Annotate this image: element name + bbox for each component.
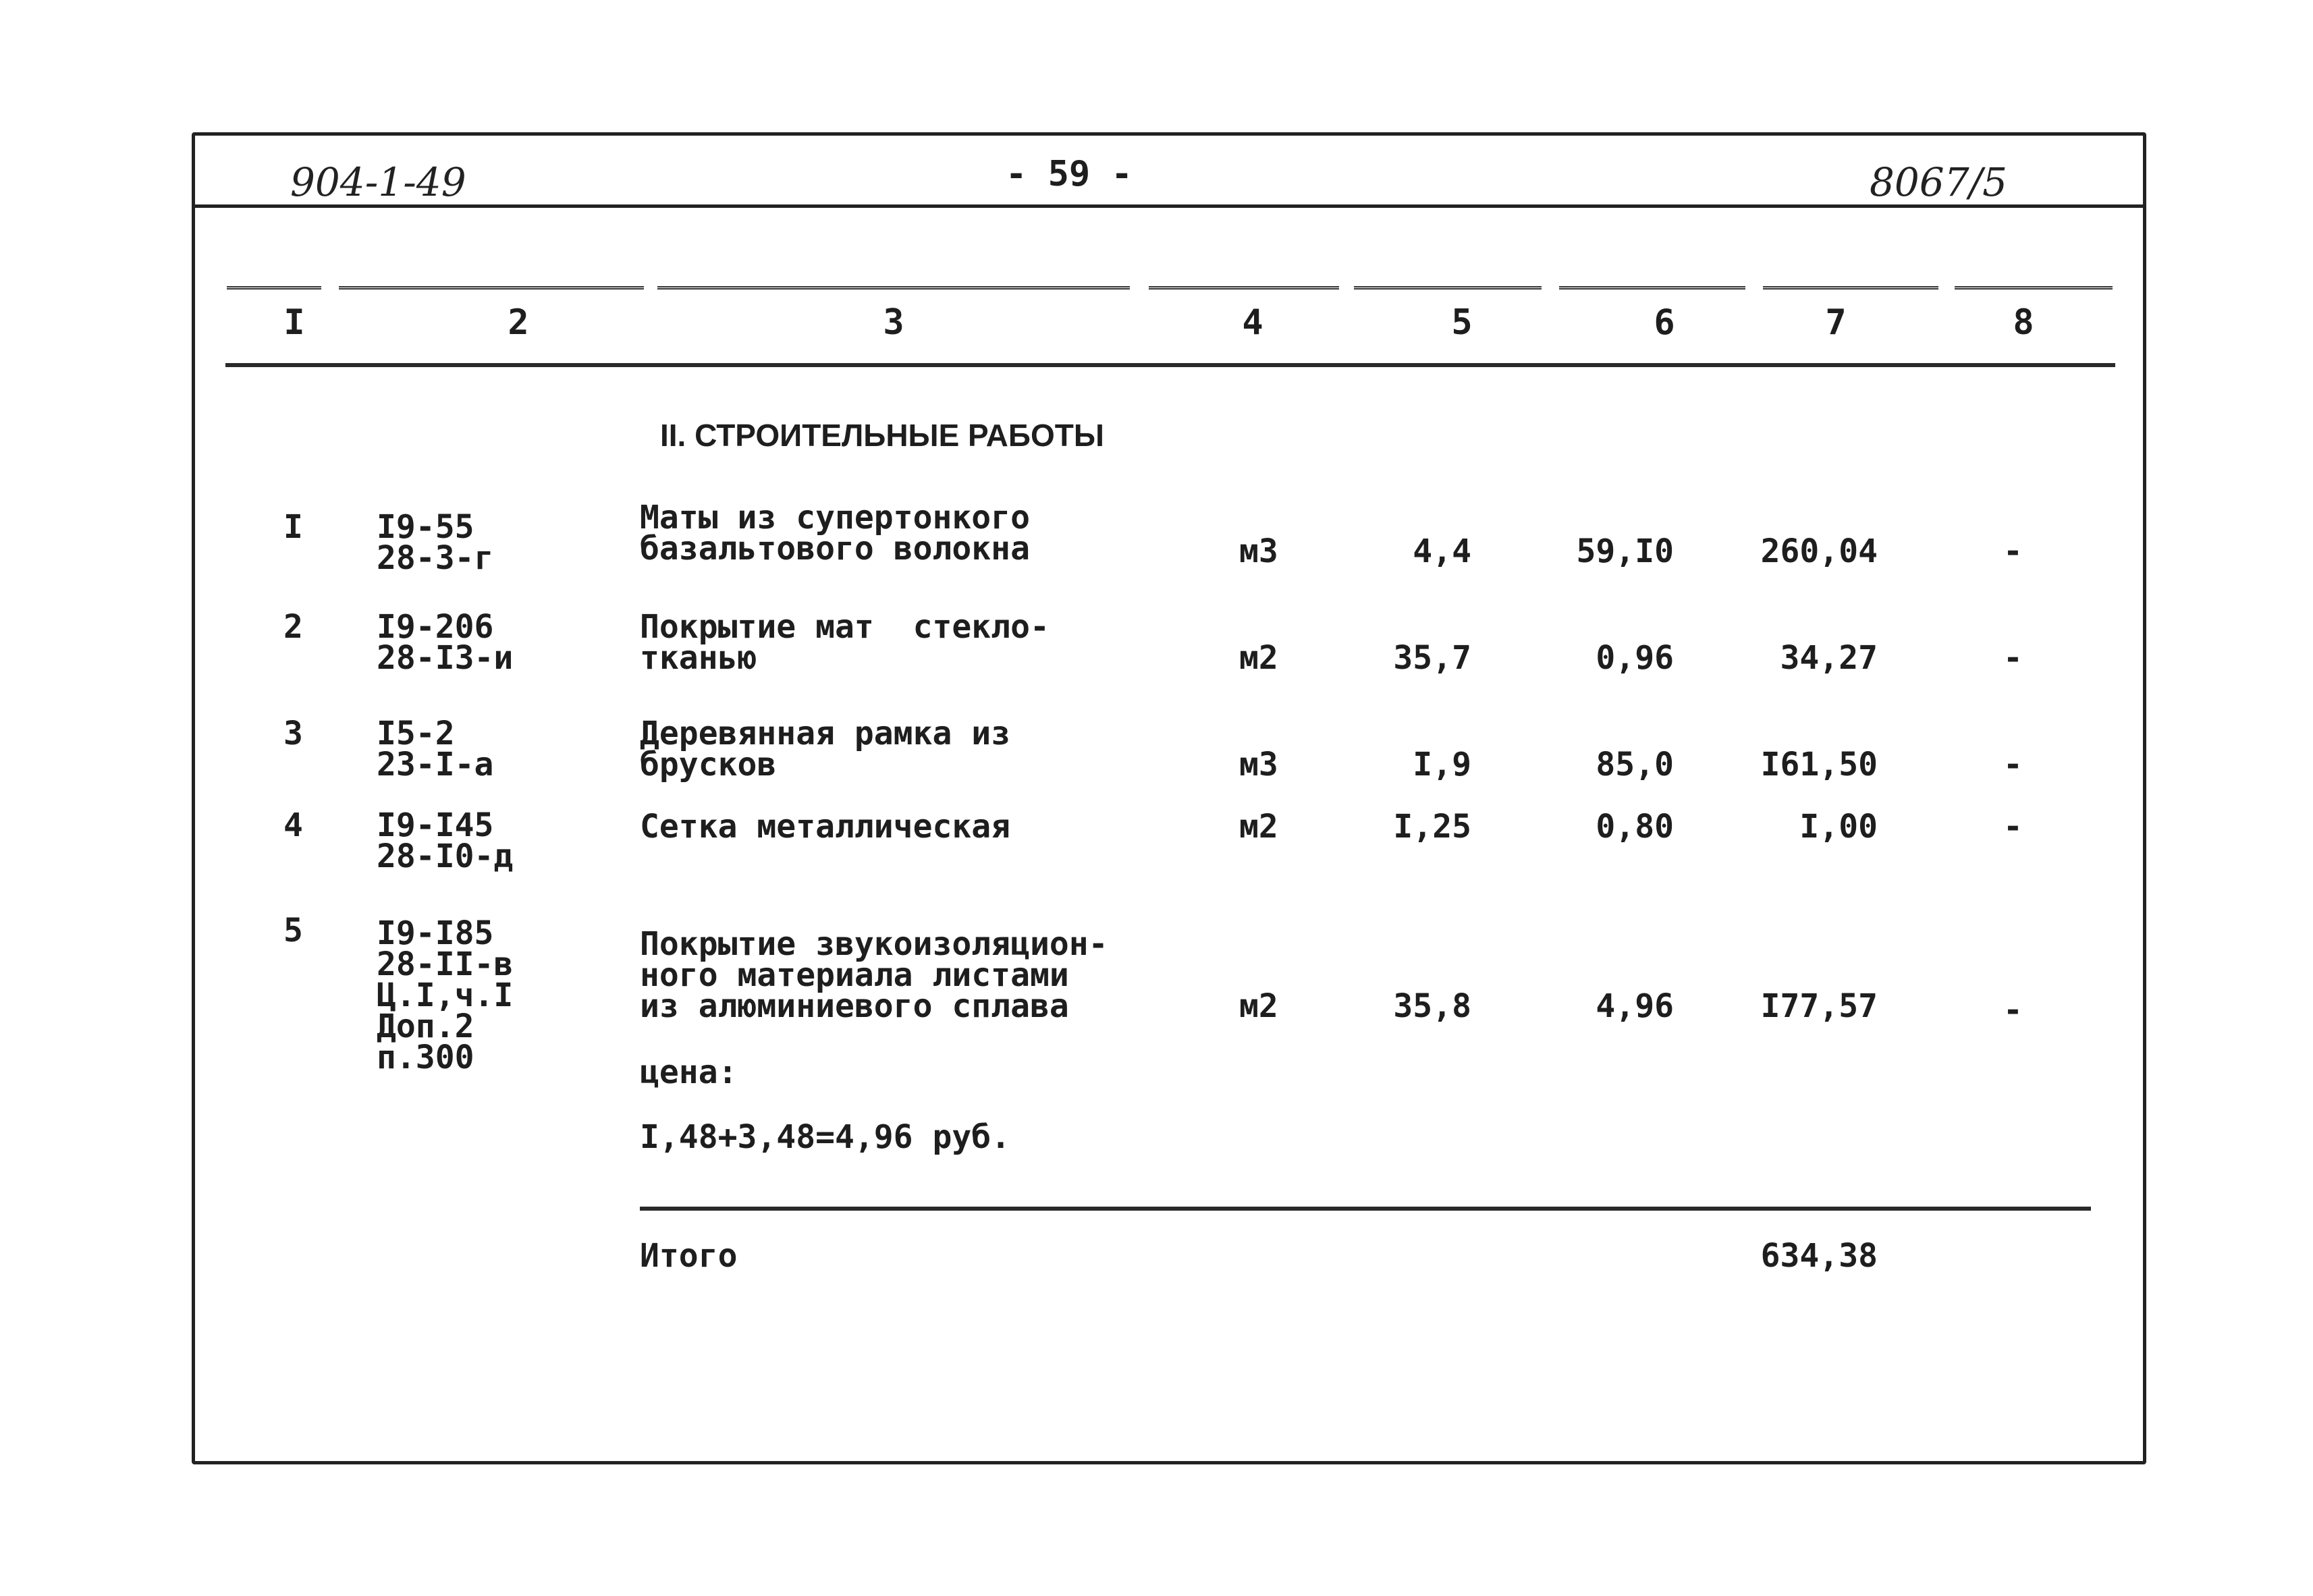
row-5-num: 5 — [283, 912, 303, 950]
column-rule — [1149, 286, 1339, 296]
row-5-note: - — [2003, 991, 2023, 1029]
column-number-1: I — [283, 302, 305, 343]
row-1-num: I — [283, 508, 303, 546]
row-1-note: - — [2003, 532, 2023, 570]
column-rule — [339, 286, 644, 296]
column-rule — [1955, 286, 2113, 296]
price-note-label: цена: — [640, 1053, 738, 1091]
row-3-num: 3 — [283, 715, 303, 752]
row-3-price: 85,0 — [1596, 746, 1674, 783]
document-code-right: 8067/5 — [1870, 159, 2008, 205]
column-rule — [657, 286, 1130, 296]
total-rule — [640, 1207, 2091, 1211]
price-note-formula: I,48+3,48=4,96 руб. — [640, 1118, 1011, 1156]
column-number-6: 6 — [1654, 302, 1675, 343]
row-5-code: I9-I85 28-II-в Ц.I,ч.I Доп.2 п.300 — [377, 914, 514, 1076]
row-5-desc: Покрытие звукоизоляцион- ного материала листами из алюминиевого сплава — [640, 925, 1108, 1025]
row-2-price: 0,96 — [1596, 639, 1674, 677]
row-4-qty: I,25 — [1393, 808, 1471, 846]
row-4-unit: м2 — [1239, 808, 1278, 846]
column-number-2: 2 — [508, 302, 529, 343]
row-5-total: I77,57 — [1760, 987, 1878, 1025]
column-number-7: 7 — [1825, 302, 1847, 343]
row-2-total: 34,27 — [1780, 639, 1878, 677]
row-4-price: 0,80 — [1596, 808, 1674, 846]
row-5-qty: 35,8 — [1393, 987, 1471, 1025]
row-4-note: - — [2003, 808, 2023, 846]
header-rule — [192, 204, 2146, 208]
row-1-price: 59,I0 — [1576, 532, 1674, 570]
row-5-price: 4,96 — [1596, 987, 1674, 1025]
row-4-desc: Сетка металлическая — [640, 808, 1011, 846]
row-2-note: - — [2003, 639, 2023, 677]
column-rule — [227, 286, 321, 296]
column-rule — [1763, 286, 1938, 296]
total-value: 634,38 — [1760, 1237, 1878, 1275]
total-label: Итого — [640, 1237, 738, 1275]
row-4-num: 4 — [283, 806, 303, 844]
row-5-unit: м2 — [1239, 987, 1278, 1025]
document-code-left: 904-1-49 — [290, 159, 466, 205]
row-2-unit: м2 — [1239, 639, 1278, 677]
page-number: - 59 - — [1006, 154, 1133, 194]
header-bottom-rule — [225, 363, 2115, 367]
row-3-unit: м3 — [1239, 746, 1278, 783]
column-number-5: 5 — [1451, 302, 1473, 343]
row-1-code: I9-55 28-3-г — [377, 508, 494, 577]
row-1-total: 260,04 — [1760, 532, 1878, 570]
row-4-total: I,00 — [1799, 808, 1878, 846]
column-number-4: 4 — [1242, 302, 1263, 343]
column-number-3: 3 — [883, 302, 904, 343]
row-4-code: I9-I45 28-I0-д — [377, 806, 514, 875]
row-2-desc: Покрытие мат стекло- тканью — [640, 608, 1050, 677]
row-3-code: I5-2 23-I-а — [377, 715, 494, 783]
row-1-desc: Маты из супертонкого базальтового волокна — [640, 499, 1030, 568]
row-2-code: I9-206 28-I3-и — [377, 608, 514, 677]
column-rule — [1354, 286, 1542, 296]
row-2-qty: 35,7 — [1393, 639, 1471, 677]
section-title: II. СТРОИТЕЛЬНЫЕ РАБОТЫ — [660, 418, 1104, 453]
row-3-qty: I,9 — [1413, 746, 1471, 783]
row-3-total: I61,50 — [1760, 746, 1878, 783]
row-3-note: - — [2003, 746, 2023, 783]
column-number-8: 8 — [2013, 302, 2034, 343]
row-3-desc: Деревянная рамка из брусков — [640, 715, 1011, 783]
row-1-unit: м3 — [1239, 532, 1278, 570]
row-1-qty: 4,4 — [1413, 532, 1471, 570]
row-2-num: 2 — [283, 608, 303, 646]
column-rule — [1559, 286, 1745, 296]
